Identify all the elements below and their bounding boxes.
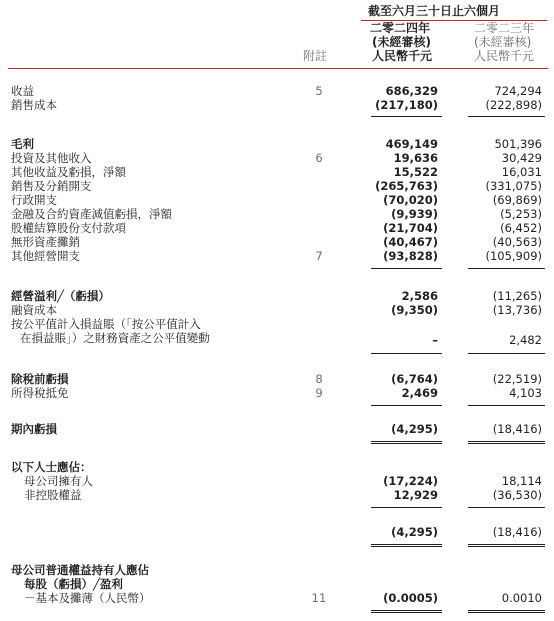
- row-value-2024: (40,467): [383, 235, 438, 249]
- total-rule-2024-double: [371, 612, 442, 613]
- row-value-2024: –: [432, 333, 438, 347]
- row-label: 除稅前虧損: [11, 372, 69, 386]
- row-value-2024: (93,828): [383, 249, 438, 263]
- row-label: 其他經營開支: [11, 249, 80, 263]
- col-2023-audit: (未經審核): [474, 35, 532, 49]
- col-2023-year: 二零二三年: [474, 21, 535, 35]
- row-value-2023: (40,563): [492, 235, 542, 249]
- row-note: 5: [315, 84, 323, 98]
- col-2024-unit: 人民幣千元: [372, 49, 433, 63]
- row-label: －基本及攤薄（人民幣）: [24, 591, 151, 605]
- row-value-2024: (4,295): [391, 525, 438, 539]
- total-rule-2023: [468, 441, 545, 442]
- row-label: 在損益賬」）之財務資產之公平值變動: [20, 331, 210, 345]
- row-value-2023: 18,114: [501, 474, 542, 488]
- row-value-2023: (331,075): [485, 179, 542, 193]
- header-bottom-rule: [8, 68, 548, 69]
- total-rule-2023: [468, 610, 545, 611]
- row-value-2024: 15,522: [393, 165, 438, 179]
- total-rule-2024-double: [371, 443, 442, 444]
- row-value-2023: (11,265): [492, 289, 542, 303]
- row-value-2023: 16,031: [501, 165, 542, 179]
- total-rule-2024-double: [371, 546, 442, 547]
- subtotal-rule-2024: [371, 405, 442, 406]
- total-rule-2023-double: [468, 612, 545, 613]
- row-value-2024: (4,295): [391, 422, 438, 436]
- row-value-2024: (21,704): [383, 221, 438, 235]
- row-value-2023: (6,452): [500, 221, 542, 235]
- row-label: 銷售成本: [11, 98, 57, 112]
- row-label: 無形資產攤銷: [11, 235, 80, 249]
- subtotal-rule-2023: [468, 116, 545, 117]
- row-label: 母公司擁有人: [24, 474, 93, 488]
- row-label: 經營溢利╱（虧損）: [11, 289, 110, 303]
- row-value-2023: (18,416): [492, 422, 542, 436]
- row-value-2024: (9,350): [391, 303, 438, 317]
- row-value-2024: (9,939): [391, 207, 438, 221]
- row-value-2023: 0.0010: [501, 591, 542, 605]
- row-label: 其他收益及虧損，淨額: [11, 165, 126, 179]
- row-value-2024: 12,929: [393, 488, 438, 502]
- subtotal-rule-2023: [468, 405, 545, 406]
- row-note: 7: [315, 249, 323, 263]
- row-label: 投資及其他收入: [11, 151, 92, 165]
- row-label: 母公司普通權益持有人應佔: [11, 563, 149, 577]
- row-value-2023: (13,736): [492, 303, 542, 317]
- row-value-2023: (22,519): [492, 372, 542, 386]
- row-label: 收益: [11, 84, 34, 98]
- total-rule-2023-double: [468, 443, 545, 444]
- row-label: 非控股權益: [24, 488, 82, 502]
- row-note: 8: [315, 372, 323, 386]
- row-value-2023: (105,909): [485, 249, 542, 263]
- row-note: 9: [315, 386, 323, 400]
- note-column-header: 附註: [303, 49, 328, 63]
- row-label: 按公平值計入損益賬（「按公平值計入: [11, 317, 201, 331]
- subtotal-rule-2024: [371, 268, 442, 269]
- period-heading: 截至六月三十日止六個月: [368, 4, 501, 18]
- row-value-2023: (18,416): [492, 525, 542, 539]
- row-value-2024: (17,224): [383, 474, 438, 488]
- row-value-2024: (265,763): [375, 179, 438, 193]
- row-label: 以下人士應佔：: [11, 460, 92, 474]
- row-value-2023: (5,253): [500, 207, 542, 221]
- row-value-2023: 2,482: [509, 333, 542, 347]
- row-value-2024: (70,020): [383, 193, 438, 207]
- row-note: 6: [315, 151, 323, 165]
- row-value-2024: (0.0005): [383, 591, 438, 605]
- subtotal-rule-2024: [371, 507, 442, 508]
- row-label: 所得稅抵免: [11, 386, 69, 400]
- col-2024-audit: (未經審核): [372, 35, 431, 49]
- row-value-2023: (36,530): [492, 488, 542, 502]
- row-value-2024: 686,329: [385, 84, 438, 98]
- row-label: 期內虧損: [11, 422, 57, 436]
- subtotal-rule-2024: [371, 116, 442, 117]
- subtotal-rule-2024: [371, 353, 442, 354]
- row-label: 每股（虧損）╱盈利: [24, 577, 123, 591]
- col-2023-unit: 人民幣千元: [474, 49, 535, 63]
- subtotal-rule-2023: [468, 268, 545, 269]
- total-rule-2024: [371, 441, 442, 442]
- row-label: 融資成本: [11, 303, 57, 317]
- row-value-2024: (6,764): [391, 372, 438, 386]
- total-rule-2023: [468, 544, 545, 545]
- total-rule-2024: [371, 610, 442, 611]
- row-value-2023: 4,103: [509, 386, 542, 400]
- row-value-2023: 501,396: [494, 137, 542, 151]
- subtotal-rule-2023: [468, 353, 545, 354]
- subtotal-rule-2023: [468, 507, 545, 508]
- total-rule-2023-double: [468, 546, 545, 547]
- row-label: 股權結算股份支付款項: [11, 221, 126, 235]
- row-value-2024: 19,636: [393, 151, 438, 165]
- total-rule-2024: [371, 544, 442, 545]
- row-note: 11: [311, 591, 327, 605]
- row-value-2023: 30,429: [501, 151, 542, 165]
- col-2024-year: 二零二四年: [370, 21, 431, 35]
- row-value-2023: (222,898): [485, 98, 542, 112]
- row-label: 銷售及分銷開支: [11, 179, 92, 193]
- row-label: 金融及合約資產減值虧損，淨額: [11, 207, 172, 221]
- row-label: 毛利: [11, 137, 34, 151]
- row-value-2024: 469,149: [385, 137, 438, 151]
- row-value-2024: 2,469: [401, 386, 438, 400]
- row-value-2023: (69,869): [492, 193, 542, 207]
- row-label: 行政開支: [11, 193, 57, 207]
- row-value-2024: 2,586: [401, 289, 438, 303]
- row-value-2024: (217,180): [375, 98, 438, 112]
- row-value-2023: 724,294: [494, 84, 542, 98]
